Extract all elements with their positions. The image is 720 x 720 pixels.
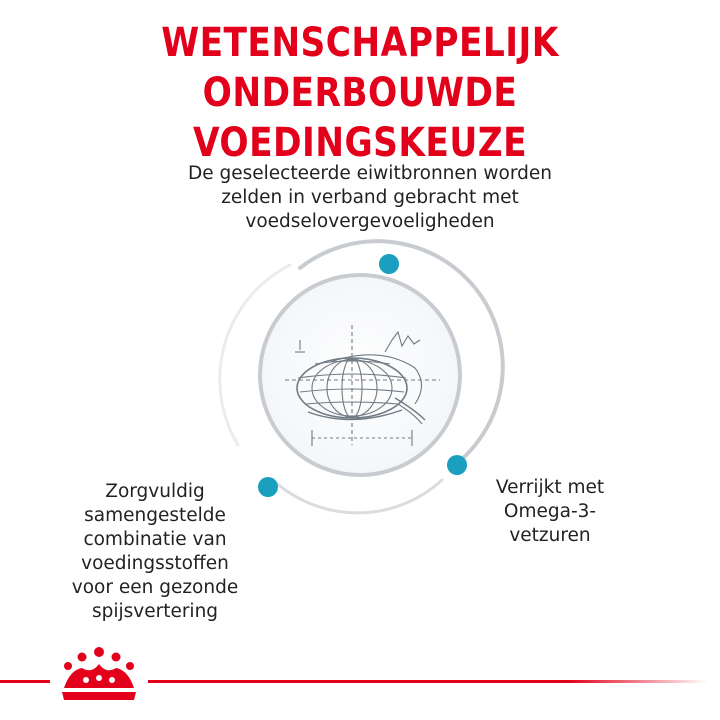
feature-left-line: voedingsstoffen (81, 553, 229, 574)
feature-left-line: spijsvertering (91, 601, 219, 622)
feature-left-caption (40, 480, 270, 624)
feature-right-line: Verrijkt met (495, 477, 605, 498)
footer-line-right (148, 680, 708, 683)
footer-line-left (0, 680, 50, 683)
feature-right-line: vetzuren (509, 525, 591, 546)
outer-ring-arc-bottom (273, 480, 442, 513)
page-title-line-2: VOEDINGSKEUZE (192, 120, 528, 166)
feature-top-line: De geselecteerde eiwitbronnen worden (188, 163, 552, 184)
feature-top-line: voedselovergevoeligheden (245, 211, 495, 232)
footer-brand-bar (0, 630, 720, 720)
page-title-line-1: WETENSCHAPPELIJK ONDERBOUWDE (161, 20, 559, 116)
feature-dot-right (447, 455, 467, 475)
feature-top-line: zelden in verband gebracht met (221, 187, 519, 208)
royal-crown-logo-icon (62, 647, 136, 700)
inner-ring (260, 275, 460, 475)
feature-left-line: voor een gezonde (71, 577, 239, 598)
feature-left-line: combinatie van (83, 529, 227, 550)
feature-right-line: Omega-3- (503, 501, 597, 522)
feature-left-line: samengestelde (84, 505, 226, 526)
feature-left-line: Zorgvuldig (105, 481, 205, 502)
feature-right-caption (470, 476, 630, 548)
feature-dot-top (379, 254, 399, 274)
